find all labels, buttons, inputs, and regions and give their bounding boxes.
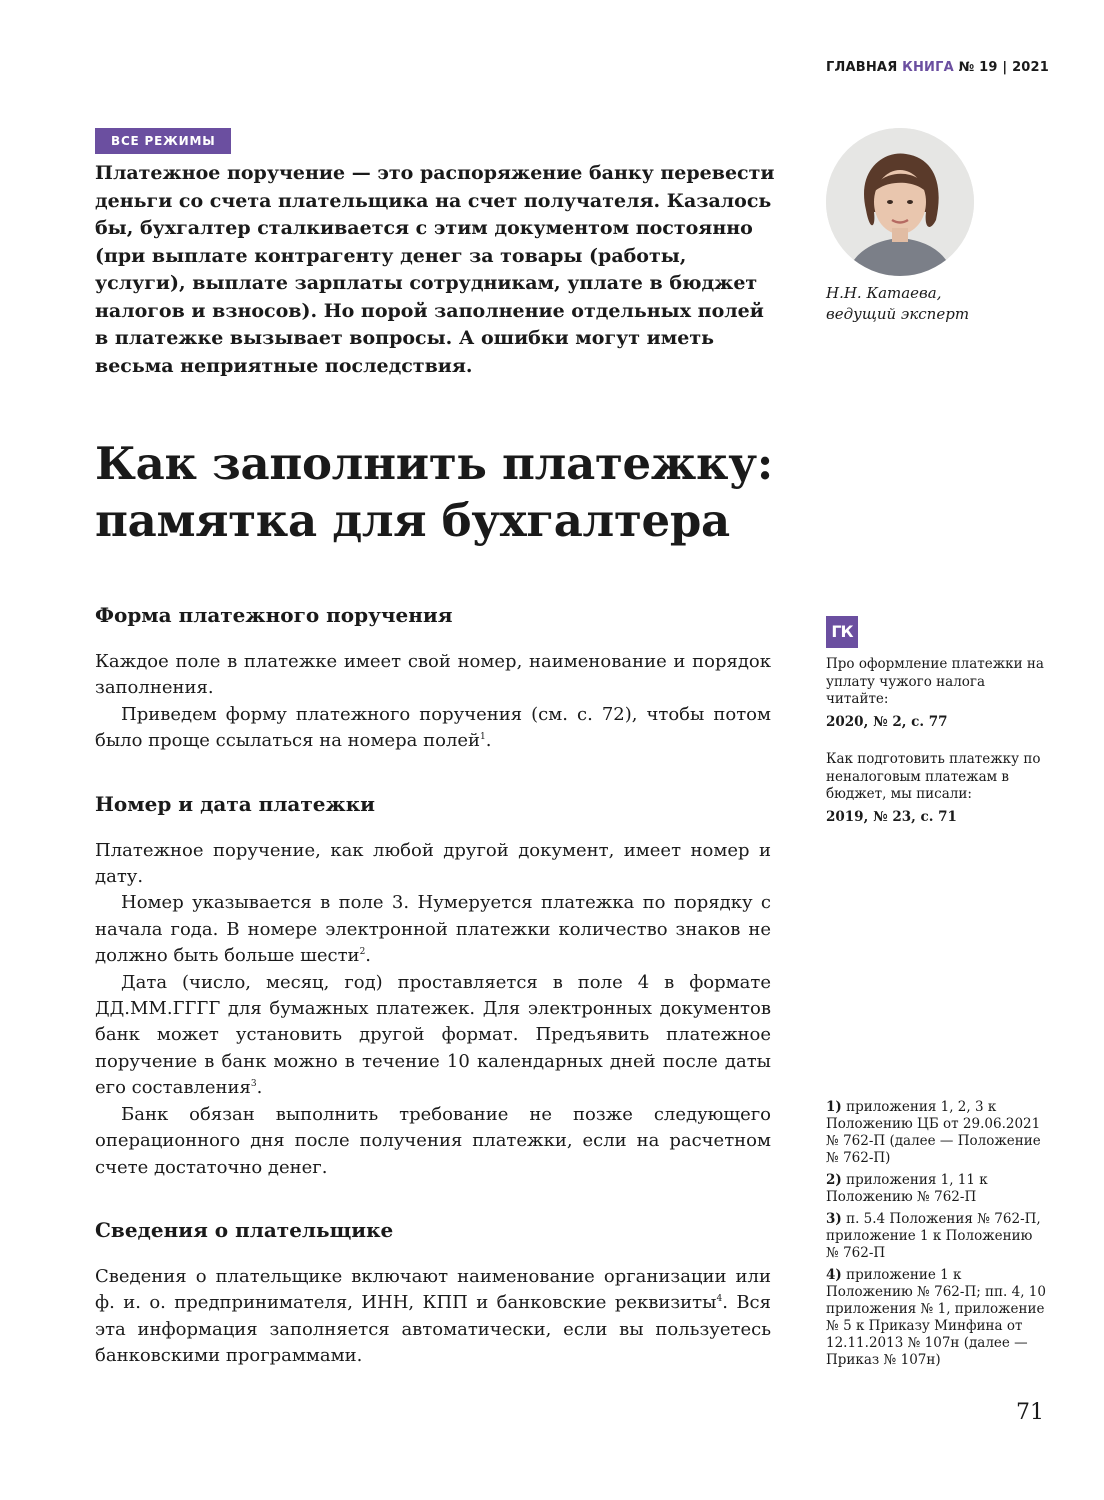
paragraph: Каждое поле в платежке имеет свой номер, наименование и порядок заполнения. <box>95 651 771 699</box>
sidebar-note-text: Про оформление платежки на уплату чужого налога читайте: <box>826 656 1044 707</box>
footnote-ref: 2 <box>359 947 366 958</box>
page-number: 71 <box>1016 1400 1044 1425</box>
article-title-line1: Как заполнить платежку: <box>95 437 774 490</box>
section-heading-number: Номер и дата платежки <box>95 791 375 816</box>
footnote: 3) п. 5.4 Положения № 762-П, приложение 1 к Положению № 762-П <box>826 1211 1041 1261</box>
masthead-issue: № 19 | 2021 <box>958 60 1050 75</box>
article-title-line2: памятка для бухгалтера <box>95 494 730 547</box>
sidebar-note-1 <box>826 656 1046 731</box>
gk-logo-icon: ГК <box>826 616 858 648</box>
paragraph: Дата (число, месяц, год) проставляется в поле 4 в формате ДД.ММ.ГГГГ для бумажных платежек. Для электронных документов банк может установить другой формат. Предъявить платежное поручение в банк можно в течение 10 календарных дней после даты его составления$^3$. <box>95 971 771 1099</box>
section-heading-payer: Сведения о плательщике <box>95 1217 394 1242</box>
footnote-ref: 1 <box>480 732 486 743</box>
section-heading-form: Форма платежного поручения <box>95 603 453 627</box>
footnote-ref: 4 <box>716 1294 723 1305</box>
masthead-brand: ГЛАВНАЯ <box>826 60 898 75</box>
masthead <box>826 60 1056 75</box>
paragraph: Приведем форму платежного поручения (см. с. 72), чтобы потом было проще ссылаться на номера полей$^1$. <box>95 703 771 752</box>
author-name: Н.Н. Катаева, <box>826 284 942 302</box>
paragraph: Сведения о плательщике включают наименование организации или ф. и. о. предпринимателя, ИНН, КПП и банковские реквизиты$^4$. Вся эта информация заполняется автоматически, если вы пользуетесь банковскими программами. <box>95 1265 771 1367</box>
footnote-ref: 3 <box>250 1079 257 1090</box>
author-portrait-icon <box>826 128 974 276</box>
author-photo <box>826 128 974 276</box>
author-role: ведущий эксперт <box>826 305 970 323</box>
footnote: 4) приложение 1 к Положению № 762-П; пп. 4, 10 приложения № 1, приложение № 5 к Приказу Минфина от 12.11.2013 № 107н (далее — Приказ № 107н) <box>826 1267 1046 1368</box>
article-title <box>95 435 815 549</box>
masthead-brand-accent: КНИГА <box>902 60 954 75</box>
footnote: 2) приложения 1, 11 к Положению № 762-П <box>826 1172 988 1205</box>
paragraph: Банк обязан выполнить требование не позже следующего операционного дня после получения платежки, если на расчетном счете достаточно денег. <box>95 1103 771 1178</box>
sidebar-note-ref: 2020, № 2, с. 77 <box>826 713 948 730</box>
footnote: 1) приложения 1, 2, 3 к Положению ЦБ от 29.06.2021 № 762-П (далее — Положение № 762-П) <box>826 1099 1041 1166</box>
sidebar-note-2 <box>826 751 1046 826</box>
paragraph: Номер указывается в поле 3. Нумеруется платежка по порядку с начала года. В номере электронной платежки количество знаков не должно быть больше шести$^2$. <box>95 892 771 967</box>
category-badge: ВСЕ РЕЖИМЫ <box>95 128 231 154</box>
author-caption <box>826 283 1046 325</box>
article-body <box>95 600 771 1370</box>
footnotes <box>826 1099 1046 1374</box>
lead-paragraph: Платежное поручение — это распоряжение банку перевести деньги со счета плательщика на счет получателя. Казалось бы, бухгалтер сталкивается с этим документом постоянно (при выплате контрагенту денег за товары (работы, услуги), выплате зарплаты сотрудникам, уплате в бюджет налогов и взносов). Но порой заполнение отдельных полей в платежке вызывает вопросы. А ошибки могут иметь весьма неприятные последствия. <box>95 162 775 377</box>
sidebar-note-text: Как подготовить платежку по неналоговым платежам в бюджет, мы писали: <box>826 751 1041 802</box>
sidebar-note-ref: 2019, № 23, с. 71 <box>826 808 957 825</box>
paragraph: Платежное поручение, как любой другой документ, имеет номер и дату. <box>95 839 771 888</box>
